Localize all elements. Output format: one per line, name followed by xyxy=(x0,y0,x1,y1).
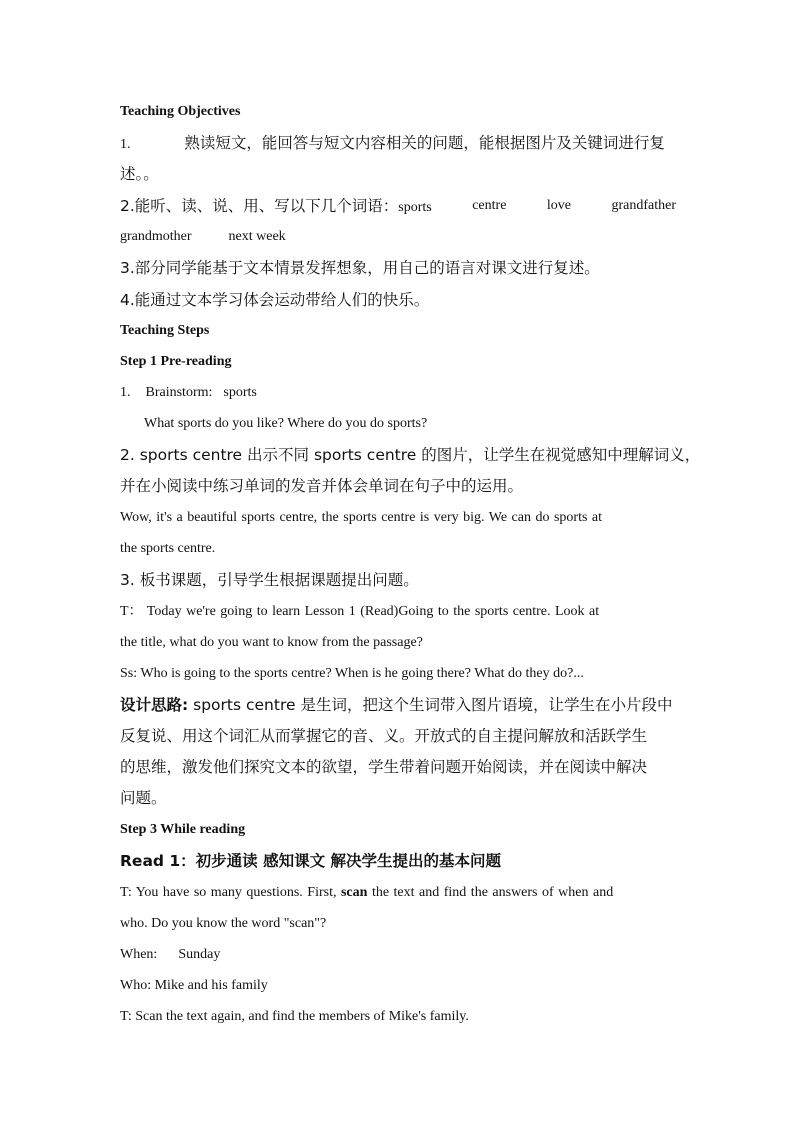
objective-4: 4.能通过文本学习体会运动带给人们的快乐。 xyxy=(120,291,430,309)
design-line-2: 反复说、用这个词汇从而掌握它的音、义。开放式的自主提问解放和活跃学生 xyxy=(120,727,648,745)
objective-1-line-1 xyxy=(120,133,665,155)
teacher-line-1: T： Today we're going to learn Lesson 1 (Read)Going to the sports centre. Look at xyxy=(120,604,600,619)
objective-2-line-2 xyxy=(120,227,286,247)
who-answer: Who: Mike and his family xyxy=(120,978,268,993)
step1-item-1-question: What sports do you like? Where do you do sports? xyxy=(144,416,428,431)
step1-heading: Step 1 Pre-reading xyxy=(120,354,232,369)
objective-2-prefix: 2.能听、读、说、用、写以下几个词语： xyxy=(120,197,399,215)
objective-1-number: 1. xyxy=(120,137,131,152)
objective-1-line-2: 述。。 xyxy=(120,165,159,183)
scan-instruction-suffix: the text and find the answers of when and xyxy=(367,885,614,900)
when-value: Sunday xyxy=(178,947,221,962)
objective-3: 3.部分同学能基于文本情景发挥想象，用自己的语言对课文进行复述。 xyxy=(120,259,600,277)
vocab-word: sports xyxy=(398,200,432,215)
step1-example-line-1: Wow, it's a beautiful sports centre, the sports centre is very big. We can do sports at xyxy=(120,510,603,525)
objective-1-text: 熟读短文，能回答与短文内容相关的问题，能根据图片及关键词进行复 xyxy=(184,134,665,152)
step1-item-1-number: 1. xyxy=(120,385,131,400)
vocab-word: next week xyxy=(228,229,286,244)
read1-heading: Read 1：初步通读 感知课文 解决学生提出的基本问题 xyxy=(120,852,501,870)
objectives-heading: Teaching Objectives xyxy=(120,104,241,119)
design-line-3: 的思维，激发他们探究文本的欲望，学生带着问题开始阅读，并在阅读中解决 xyxy=(120,758,648,776)
step1-item-1-label: Brainstorm: xyxy=(145,385,213,400)
scan-keyword: scan xyxy=(340,885,368,900)
scan-instruction-line-1 xyxy=(120,883,613,903)
when-label: When: xyxy=(120,947,158,962)
teacher-line-2: the title, what do you want to know from the passage? xyxy=(120,635,423,650)
when-answer xyxy=(120,945,220,965)
vocab-word: centre xyxy=(472,198,507,213)
step1-example-line-2: the sports centre. xyxy=(120,541,216,556)
design-label: 设计思路: xyxy=(120,696,189,714)
design-line-1 xyxy=(120,695,672,715)
design-line-4: 问题。 xyxy=(120,789,167,807)
vocab-word: love xyxy=(546,198,571,213)
step1-item-3: 3. 板书课题，引导学生根据课题提出问题。 xyxy=(120,571,419,589)
vocab-word: grandfather xyxy=(611,198,676,213)
step1-item-2-line-2: 并在小阅读中练习单词的发音并体会单词在句子中的运用。 xyxy=(120,477,524,495)
step1-item-1-word: sports xyxy=(223,385,257,400)
scan-instruction-prefix: T: You have so many questions. First, xyxy=(120,885,341,900)
design-text-1: sports centre 是生词，把这个生词带入图片语境，让学生在小片段中 xyxy=(193,696,673,714)
step1-item-2-line-1: 2. sports centre 出示不同 sports centre 的图片，让学生在视觉感知中理解词义， xyxy=(120,446,701,464)
students-line: Ss: Who is going to the sports centre? When is he going there? What do they do?... xyxy=(120,666,584,681)
scan-again-instruction: T: Scan the text again, and find the members of Mike's family. xyxy=(120,1009,469,1024)
scan-instruction-line-2: who. Do you know the word "scan"? xyxy=(120,916,327,931)
step3-heading: Step 3 While reading xyxy=(120,822,246,837)
vocab-word: grandmother xyxy=(120,229,192,244)
steps-heading: Teaching Steps xyxy=(120,323,210,338)
objective-2-line-1 xyxy=(120,196,676,218)
step1-item-1 xyxy=(120,383,257,403)
